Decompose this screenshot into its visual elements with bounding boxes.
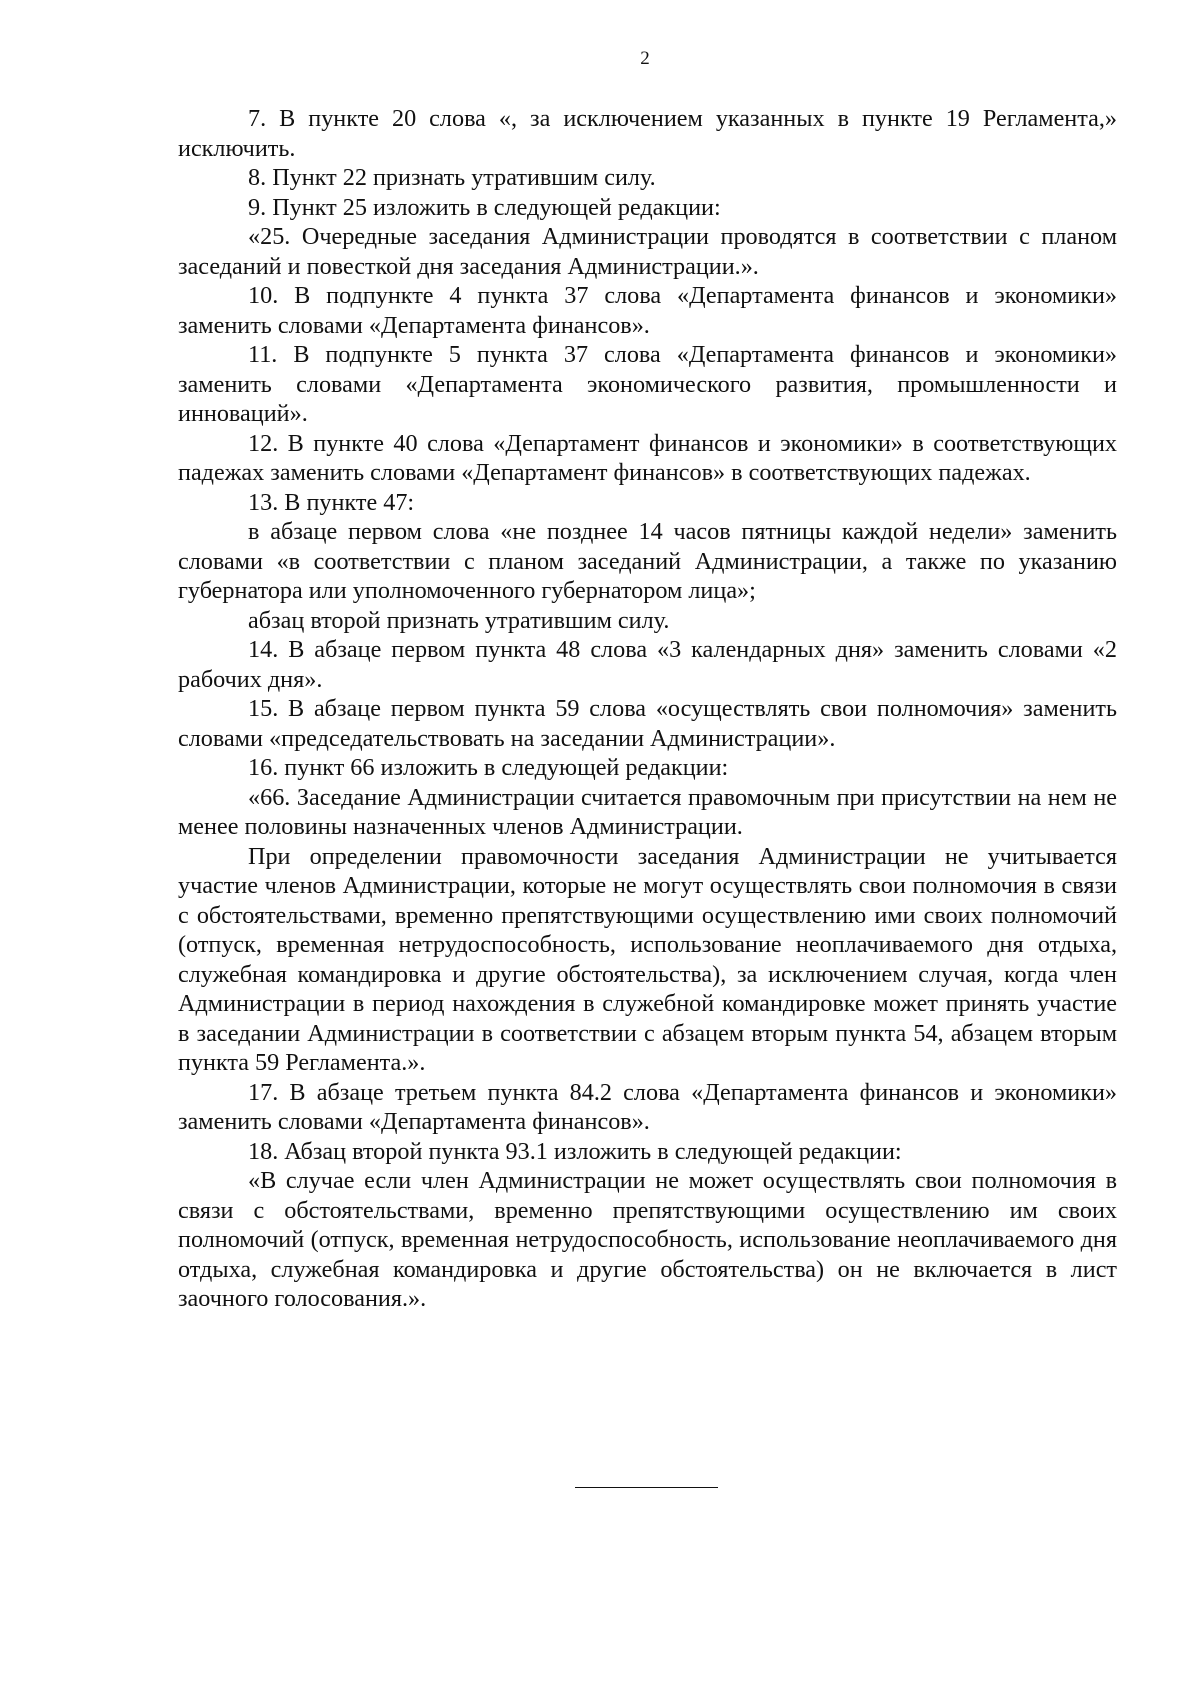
paragraph-8: 8. Пункт 22 признать утратившим силу. [248, 164, 656, 191]
paragraph-13-abzac-2: абзац второй признать утратившим силу. [248, 606, 670, 634]
paragraph-14: 14. В абзаце первом пункта 48 слова «3 календарных дня» заменить словами «2 рабочих дня». [178, 636, 1117, 693]
paragraph-12: 12. В пункте 40 слова «Департамент финансов и экономики» в соответствующих падежах заменить словами «Департамент финансов» в соответствующих падежах. [178, 429, 1117, 486]
paragraph-11: 11. В подпункте 5 пункта 37 слова «Департамента финансов и экономики» заменить словами «Департамента экономического развития, промышленности и инноваций». [178, 341, 1117, 427]
paragraph-16: 16. пункт 66 изложить в следующей редакции: [248, 754, 729, 781]
paragraph-15: 15. В абзаце первом пункта 59 слова «осуществлять свои полномочия» заменить словами «председательствовать на заседании Администрации». [178, 695, 1117, 752]
paragraph-13-abzac-1: в абзаце первом слова «не позднее 14 часов пятницы каждой недели» заменить словами «в соответствии с планом заседаний Администрации, а также по указанию губернатора или уполномоченного губернатором лица»; [178, 518, 1117, 604]
paragraph-10: 10. В подпункте 4 пункта 37 слова «Департамента финансов и экономики» заменить словами «Департамента финансов». [178, 282, 1117, 339]
end-separator-line [575, 1487, 718, 1488]
paragraph-9: 9. Пункт 25 изложить в следующей редакции: [248, 193, 721, 221]
paragraph-17: 17. В абзаце третьем пункта 84.2 слова «Департамента финансов и экономики» заменить словами «Департамента финансов». [178, 1078, 1117, 1135]
document-body [178, 104, 1117, 1314]
paragraph-18-quote: «В случае если член Администрации не может осуществлять свои полномочия в связи с обстоятельствами, временно препятствующими осуществлению им своих полномочий (отпуск, временная нетрудоспособность, использование неоплачиваемого дня отдыха, служебная командировка и другие обстоятельства) он не включается в лист заочного голосования.». [178, 1167, 1117, 1312]
paragraph-16-quote-1: «66. Заседание Администрации считается правомочным при присутствии на нем не менее половины назначенных членов Администрации. [178, 783, 1117, 840]
paragraph-13: 13. В пункте 47: [248, 488, 415, 516]
paragraph-9-quote: «25. Очередные заседания Администрации проводятся в соответствии с планом заседаний и повесткой дня заседания Администрации.». [178, 223, 1117, 280]
paragraph-7: 7. В пункте 20 слова «, за исключением указанных в пункте 19 Регламента,» исключить. [178, 105, 1117, 162]
paragraph-18: 18. Абзац второй пункта 93.1 изложить в следующей редакции: [248, 1137, 902, 1165]
paragraph-16-quote-2: При определении правомочности заседания Администрации не учитывается участие членов Администрации, которые не могут осуществлять свои полномочия в связи с обстоятельствами, временно препятствующими осуществлению ими своих полномочий (отпуск, временная нетрудоспособность, использование неоплачиваемого дня отдыха, служебная командировка и другие обстоятельства), за исключением случая, когда член Администрации в период нахождения в служебной командировке может принять участие в заседании Администрации в соответствии с абзацем вторым пункта 54, абзацем вторым пункта 59 Регламента.». [178, 842, 1117, 1076]
page-number: 2 [640, 48, 650, 69]
